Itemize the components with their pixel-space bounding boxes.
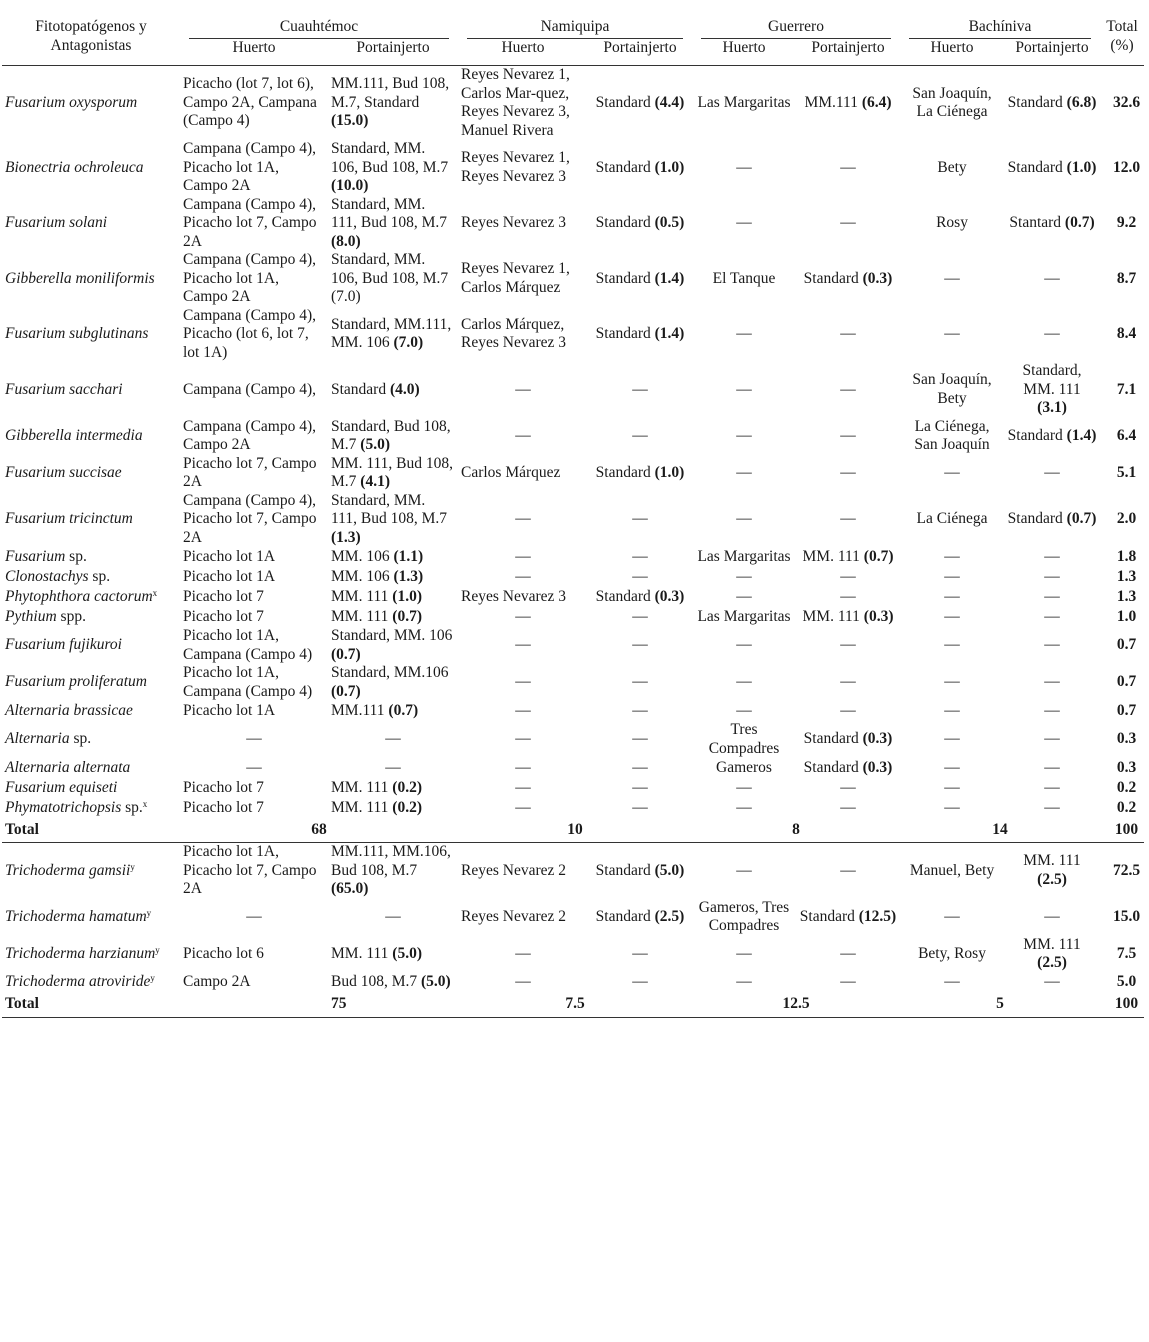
table-cell: — (1044, 547, 1060, 565)
table-cell: — (736, 636, 752, 654)
species-name: Gibberella intermedia (5, 426, 143, 444)
species-name: Phymatotrichopsis sp.$^x$ (5, 798, 148, 816)
row-total: 7.5 (1116, 944, 1137, 962)
total-bachiniva: 14 (900, 818, 1100, 843)
table-cell: — (1044, 587, 1060, 605)
table-cell: — (1044, 673, 1060, 691)
table-cell: — (736, 973, 752, 991)
table-cell: — (632, 636, 648, 654)
species-name: Bionectria ochroleuca (5, 158, 144, 176)
table-row (2, 899, 1144, 936)
table-row (2, 587, 1144, 607)
table-cell: Standard, MM. 106, Bud 108, M.7 (10.0) (331, 140, 449, 194)
table-cell: Standard (1.4) (1007, 426, 1097, 444)
table-cell: Standard (0.3) (803, 269, 893, 287)
species-name: Fusarium equiseti (5, 778, 118, 796)
table-cell: — (246, 907, 262, 925)
table-cell: Standard, MM.111, MM. 106 (7.0) (331, 315, 452, 352)
table-cell: MM.111, MM.106, Bud 108, M.7 (65.0) (331, 843, 451, 897)
table-cell: MM. 106 (1.3) (331, 567, 424, 585)
table-cell: Picacho lot 7 (183, 798, 264, 816)
table-cell: Reyes Nevarez 3 (461, 587, 567, 605)
table-cell: Carlos Márquez, Reyes Nevarez 3 (461, 315, 567, 352)
table-cell: Reyes Nevarez 1, Carlos Márquez (461, 260, 570, 296)
table-cell: San Joaquín, Bety (912, 371, 992, 407)
table-cell: — (736, 778, 752, 796)
table-cell: Reyes Nevarez 2 (461, 907, 567, 925)
species-name: Trichoderma atroviride$^y$ (5, 973, 155, 991)
table-cell: — (1044, 778, 1060, 796)
row-total: 72.5 (1112, 861, 1141, 879)
table-cell: — (840, 798, 856, 816)
table-row (2, 701, 1144, 721)
table-cell: Picacho (lot 7, lot 6), Campo 2A, Campana (Campo 4) (183, 75, 317, 130)
table-cell: Standard (1.4) (595, 325, 685, 342)
table-row (2, 627, 1144, 664)
table-cell: — (1044, 607, 1060, 625)
table-cell: — (840, 510, 856, 527)
table-cell: — (632, 730, 648, 748)
total-cuauhtemoc: 68 (180, 818, 458, 843)
table-cell: Picacho lot 1A, Campana (Campo 4) (183, 627, 313, 663)
table-row (2, 251, 1144, 307)
table-row (2, 140, 1144, 196)
table-cell: Bud 108, M.7 (5.0) (331, 973, 451, 991)
table-cell: — (944, 587, 960, 605)
total-row-antagonists-group (2, 993, 1144, 1018)
table-cell: Picacho lot 7 (183, 778, 264, 796)
table-row (2, 798, 1144, 818)
species-name: Alternaria brassicae (5, 701, 133, 719)
table-cell: Standard, MM. 106, Bud 108, M.7 (7.0) (331, 251, 449, 305)
table-cell: — (944, 463, 960, 481)
table-cell: — (840, 587, 856, 605)
row-total: 5.1 (1116, 463, 1137, 481)
sub-header-portainjerto: Portainjerto (588, 39, 692, 66)
table-cell: — (515, 636, 531, 654)
table-cell: — (246, 730, 262, 748)
table-cell: Reyes Nevarez 1, Carlos Mar-quez, Reyes Nevarez 3, Manuel Rivera (461, 66, 570, 139)
table-cell: Standard, MM. 111, Bud 108, M.7 (8.0) (331, 195, 447, 250)
table-cell: — (736, 380, 752, 398)
antagonist-rows (2, 843, 1144, 993)
table-cell: Campo 2A (183, 973, 251, 991)
table-row (2, 567, 1144, 587)
table-cell: — (840, 673, 856, 691)
table-cell: — (632, 607, 648, 625)
table-cell: Tres Compadres (708, 721, 780, 757)
table-cell: — (515, 798, 531, 816)
table-cell: — (632, 973, 648, 991)
table-cell: — (1044, 701, 1060, 719)
table-cell: Bety, Rosy (918, 944, 986, 962)
table-cell: Picacho lot 7 (183, 587, 264, 605)
table-row (2, 455, 1144, 492)
table-cell: MM. 111 (0.2) (331, 798, 422, 816)
table-cell: Carlos Márquez (461, 463, 561, 481)
pathogen-table (2, 12, 1144, 1018)
table-cell: — (840, 861, 856, 879)
table-cell: — (1044, 269, 1060, 287)
table-cell: — (944, 758, 960, 776)
sub-header-huerto: Huerto (900, 39, 1004, 66)
table-row (2, 936, 1144, 973)
table-cell: — (736, 214, 752, 231)
table-cell: — (840, 426, 856, 444)
table-row (2, 492, 1144, 548)
row-total: 0.7 (1116, 673, 1137, 691)
total-bachiniva: 5 (900, 993, 1100, 1018)
table-cell: — (385, 730, 401, 748)
table-cell: MM. 111 (2.5) (1023, 935, 1081, 971)
table-row (2, 778, 1144, 798)
table-cell: — (515, 778, 531, 796)
sub-header-huerto: Huerto (458, 39, 588, 66)
table-cell: — (632, 426, 648, 444)
table-cell: — (632, 673, 648, 691)
row-total: 0.7 (1116, 636, 1137, 654)
table-cell: — (632, 380, 648, 398)
total-row-antagonists (2, 993, 1144, 1018)
row-total: 0.3 (1116, 730, 1137, 748)
species-name: Trichoderma harzianum$^y$ (5, 944, 160, 962)
row-total: 0.3 (1116, 758, 1137, 776)
table-cell: Picacho lot 1A (183, 547, 276, 565)
table-cell: — (736, 861, 752, 879)
total-percent: 100 (1100, 818, 1144, 843)
total-namiquipa: 7.5 (458, 993, 692, 1018)
row-total: 8.7 (1116, 269, 1137, 287)
table-row (2, 547, 1144, 567)
table-row (2, 66, 1144, 141)
table-cell: — (944, 567, 960, 585)
table-cell: — (840, 463, 856, 481)
table-cell: — (736, 463, 752, 481)
total-namiquipa: 10 (458, 818, 692, 843)
table-cell: — (736, 426, 752, 444)
species-name: Clonostachys sp. (5, 567, 111, 585)
total-label: Total (2, 818, 180, 843)
table-cell: — (840, 158, 856, 176)
table-cell: Standard (0.3) (803, 730, 893, 748)
table-cell: MM. 111 (2.5) (1023, 852, 1081, 888)
table-cell: — (1044, 973, 1060, 991)
table-cell: Standard, MM. 111 (3.1) (1022, 362, 1082, 416)
table-cell: — (840, 380, 856, 398)
table-cell: Campana (Campo 4), Campo 2A (183, 417, 317, 453)
table-cell: Standard, MM.106 (0.7) (331, 664, 449, 700)
table-cell: — (515, 510, 531, 527)
region-header-guerrero: Guerrero (692, 12, 900, 39)
table-cell: Standard (4.4) (595, 93, 685, 111)
species-name: Fusarium succisae (5, 463, 122, 481)
species-name: Fusarium oxysporum (5, 93, 138, 111)
table-cell: Gameros, Tres Compadres (698, 898, 790, 934)
table-cell: San Joaquín, La Ciénega (912, 84, 992, 120)
table-cell: Rosy (936, 214, 968, 231)
table-cell: — (944, 269, 960, 287)
table-cell: — (736, 567, 752, 585)
table-cell: — (385, 907, 401, 925)
table-cell: Picacho lot 7, Campo 2A (183, 454, 317, 490)
table-cell: — (1044, 325, 1060, 342)
species-name: Trichoderma hamatum$^y$ (5, 907, 152, 925)
table-cell: — (736, 798, 752, 816)
table-cell: Campana (Campo 4), Picacho (lot 6, lot 7, lot 1A) (183, 306, 317, 361)
table-row (2, 973, 1144, 993)
table-cell: — (840, 944, 856, 962)
table-cell: Campana (Campo 4), Picacho lot 7, Campo 2A (183, 195, 317, 250)
table-cell: — (632, 510, 648, 527)
table-cell: — (632, 778, 648, 796)
table-cell: Standard, Bud 108, M.7 (5.0) (331, 417, 451, 453)
table-cell: — (1044, 463, 1060, 481)
table-cell: — (515, 973, 531, 991)
table-cell: — (736, 587, 752, 605)
table-cell: Standard (4.0) (331, 380, 420, 398)
pathogen-rows (2, 66, 1144, 819)
total-guerrero: 12.5 (692, 993, 900, 1018)
table-cell: — (515, 730, 531, 748)
table-cell: Picacho lot 1A (183, 567, 276, 585)
sub-header-portainjerto: Portainjerto (328, 39, 458, 66)
table-cell: Standard (5.0) (595, 861, 685, 879)
table-cell: — (515, 426, 531, 444)
table-cell: — (1044, 730, 1060, 748)
table-cell: Las Margaritas (697, 547, 791, 565)
table-row (2, 664, 1144, 701)
table-cell: Campana (Campo 4), (183, 380, 317, 398)
sub-header-portainjerto: Portainjerto (796, 39, 900, 66)
table-row (2, 721, 1144, 758)
table-cell: Manuel, Bety (909, 861, 995, 879)
table-cell: MM. 111 (0.2) (331, 778, 422, 796)
total-row-pathogens (2, 818, 1144, 843)
table-cell: Picacho lot 6 (183, 944, 264, 962)
row-total: 1.8 (1116, 547, 1137, 565)
total-guerrero: 8 (692, 818, 900, 843)
table-cell: — (840, 778, 856, 796)
species-name: Fusarium solani (5, 214, 108, 231)
row-total: 32.6 (1112, 93, 1141, 111)
table-cell: — (515, 567, 531, 585)
table-cell: — (840, 214, 856, 231)
table-cell: Campana (Campo 4), Picacho lot 1A, Campo 2A (183, 251, 317, 305)
table-cell: Standard (0.3) (803, 758, 893, 776)
table-cell: — (632, 701, 648, 719)
table-cell: La Ciénega (916, 510, 988, 527)
table-cell: — (944, 701, 960, 719)
row-total: 7.1 (1116, 380, 1137, 398)
table-row (2, 307, 1144, 363)
table-row (2, 843, 1144, 899)
species-name: Pythium spp. (5, 607, 86, 625)
table-cell: MM. 111 (5.0) (331, 944, 422, 962)
table-cell: — (1044, 636, 1060, 654)
table-cell: Reyes Nevarez 3 (461, 214, 567, 231)
table-cell: MM. 111 (0.7) (802, 547, 894, 565)
table-cell: — (944, 798, 960, 816)
table-cell: — (944, 636, 960, 654)
table-row (2, 418, 1144, 455)
table-cell: — (736, 701, 752, 719)
row-total: 2.0 (1116, 510, 1137, 527)
table-cell: Standard (0.5) (595, 214, 685, 231)
table-cell: Stantard (0.7) (1009, 214, 1095, 231)
table-cell: Las Margaritas (697, 607, 791, 625)
region-header-bachiniva: Bachíniva (900, 12, 1100, 39)
table-cell: — (1044, 798, 1060, 816)
table-cell: — (515, 673, 531, 691)
table-cell: MM.111 (6.4) (804, 93, 892, 111)
table-cell: Reyes Nevarez 1, Reyes Nevarez 3 (461, 149, 570, 185)
table-cell: MM. 111, Bud 108, M.7 (4.1) (331, 454, 454, 490)
table-cell: — (840, 973, 856, 991)
table-cell: Bety (937, 158, 967, 176)
total-column-header: Total (%) (1100, 12, 1144, 66)
table-cell: — (736, 944, 752, 962)
table-cell: — (944, 607, 960, 625)
table-cell: — (944, 973, 960, 991)
table-cell: — (944, 907, 960, 925)
table-cell: — (515, 607, 531, 625)
table-cell: — (632, 798, 648, 816)
row-total: 0.2 (1116, 778, 1137, 796)
sub-header-huerto: Huerto (692, 39, 796, 66)
table-cell: — (840, 701, 856, 719)
table-cell: — (736, 325, 752, 342)
table-cell: — (515, 547, 531, 565)
row-total: 1.3 (1116, 567, 1137, 585)
table-cell: — (632, 758, 648, 776)
table-cell: — (944, 547, 960, 565)
table-cell: MM.111 (0.7) (331, 701, 419, 719)
species-column-header: Fitotopatógenos y Antagonistas (2, 12, 180, 66)
species-name: Gibberella moniliformis (5, 269, 155, 287)
table-cell: Campana (Campo 4), Picacho lot 7, Campo 2A (183, 491, 317, 546)
table-cell: — (840, 567, 856, 585)
species-name: Alternaria sp. (5, 730, 92, 748)
species-name: Fusarium subglutinans (5, 325, 149, 342)
table-cell: MM. 111 (0.3) (802, 607, 894, 625)
table-cell: — (515, 758, 531, 776)
table-cell: — (515, 701, 531, 719)
region-header-namiquipa: Namiquipa (458, 12, 692, 39)
row-total: 9.2 (1116, 214, 1137, 231)
species-name: Fusarium tricinctum (5, 510, 133, 527)
table-cell: La Ciénega, San Joaquín (914, 417, 990, 453)
table-cell: MM. 111 (0.7) (331, 607, 422, 625)
species-name: Fusarium proliferatum (5, 673, 147, 691)
species-name: Fusarium fujikuroi (5, 636, 122, 654)
table-row (2, 362, 1144, 418)
table-cell: Gameros (716, 758, 772, 776)
table-cell: — (246, 758, 262, 776)
table-cell: Standard (0.7) (1007, 510, 1097, 527)
table-cell: Picacho lot 7 (183, 607, 264, 625)
table-cell: Standard (12.5) (799, 907, 897, 925)
table-cell: Standard (2.5) (595, 907, 685, 925)
table-cell: — (515, 380, 531, 398)
table-cell: — (736, 510, 752, 527)
table-cell: — (944, 325, 960, 342)
table-cell: MM.111, Bud 108, M.7, Standard (15.0) (331, 75, 450, 130)
table-cell: Standard (6.8) (1007, 93, 1097, 111)
table-cell: Standard, MM. 111, Bud 108, M.7 (1.3) (331, 491, 447, 546)
table-cell: — (944, 730, 960, 748)
table-cell: — (385, 758, 401, 776)
table-cell: — (632, 944, 648, 962)
row-total: 6.4 (1116, 426, 1137, 444)
table-cell: Picacho lot 1A, Campana (Campo 4) (183, 664, 313, 700)
sub-header-portainjerto: Portainjerto (1004, 39, 1100, 66)
table-cell: El Tanque (712, 269, 776, 287)
row-total: 15.0 (1112, 907, 1141, 925)
table-cell: — (1044, 567, 1060, 585)
total-row-pathogens-group (2, 818, 1144, 843)
table-cell: Standard (1.0) (595, 463, 685, 481)
row-total: 5.0 (1116, 973, 1137, 991)
table-cell: Campana (Campo 4), Picacho lot 1A, Campo 2A (183, 140, 317, 194)
table-cell: Picacho lot 1A, Picacho lot 7, Campo 2A (183, 843, 317, 897)
table-cell: MM. 111 (1.0) (331, 587, 422, 605)
table-cell: Picacho lot 1A (183, 701, 276, 719)
table-row (2, 607, 1144, 627)
table-cell: — (1044, 758, 1060, 776)
sub-header-huerto: Huerto (180, 39, 328, 66)
row-total: 1.3 (1116, 587, 1137, 605)
total-label: Total (2, 993, 180, 1018)
row-total: 12.0 (1112, 158, 1141, 176)
table-cell: — (840, 325, 856, 342)
region-header-cuauhtemoc: Cuauhtémoc (180, 12, 458, 39)
table-cell: — (944, 673, 960, 691)
header-row-regions (2, 12, 1144, 39)
table-cell: Standard (1.4) (595, 269, 685, 287)
species-name: Phytophthora cactorum$^x$ (5, 587, 158, 605)
table-row (2, 758, 1144, 778)
table-cell: — (944, 778, 960, 796)
table-cell: — (515, 944, 531, 962)
table-cell: Standard (1.0) (1007, 158, 1097, 176)
species-name: Trichoderma gamsii$^y$ (5, 861, 135, 879)
table-cell: — (736, 673, 752, 691)
row-total: 1.0 (1116, 607, 1137, 625)
table-cell: — (632, 547, 648, 565)
total-cuauhtemoc: 75 (328, 993, 458, 1018)
table-cell: Reyes Nevarez 2 (461, 861, 567, 879)
row-total: 8.4 (1116, 325, 1137, 342)
table-cell: Standard (0.3) (595, 587, 685, 605)
table-cell: — (736, 158, 752, 176)
table-cell: — (632, 567, 648, 585)
table-cell: Las Margaritas (697, 93, 791, 111)
table-cell: — (840, 636, 856, 654)
total-percent: 100 (1100, 993, 1144, 1018)
row-total: 0.7 (1116, 701, 1137, 719)
species-name: Alternaria alternata (5, 758, 131, 776)
species-name: Fusarium sp. (5, 547, 87, 565)
table-cell: — (1044, 907, 1060, 925)
table-cell: Standard (1.0) (595, 158, 685, 176)
table-row (2, 196, 1144, 252)
row-total: 0.2 (1116, 798, 1137, 816)
table-cell: Standard, MM. 106 (0.7) (331, 627, 453, 663)
species-name: Fusarium sacchari (5, 380, 123, 398)
table-cell: MM. 106 (1.1) (331, 547, 424, 565)
